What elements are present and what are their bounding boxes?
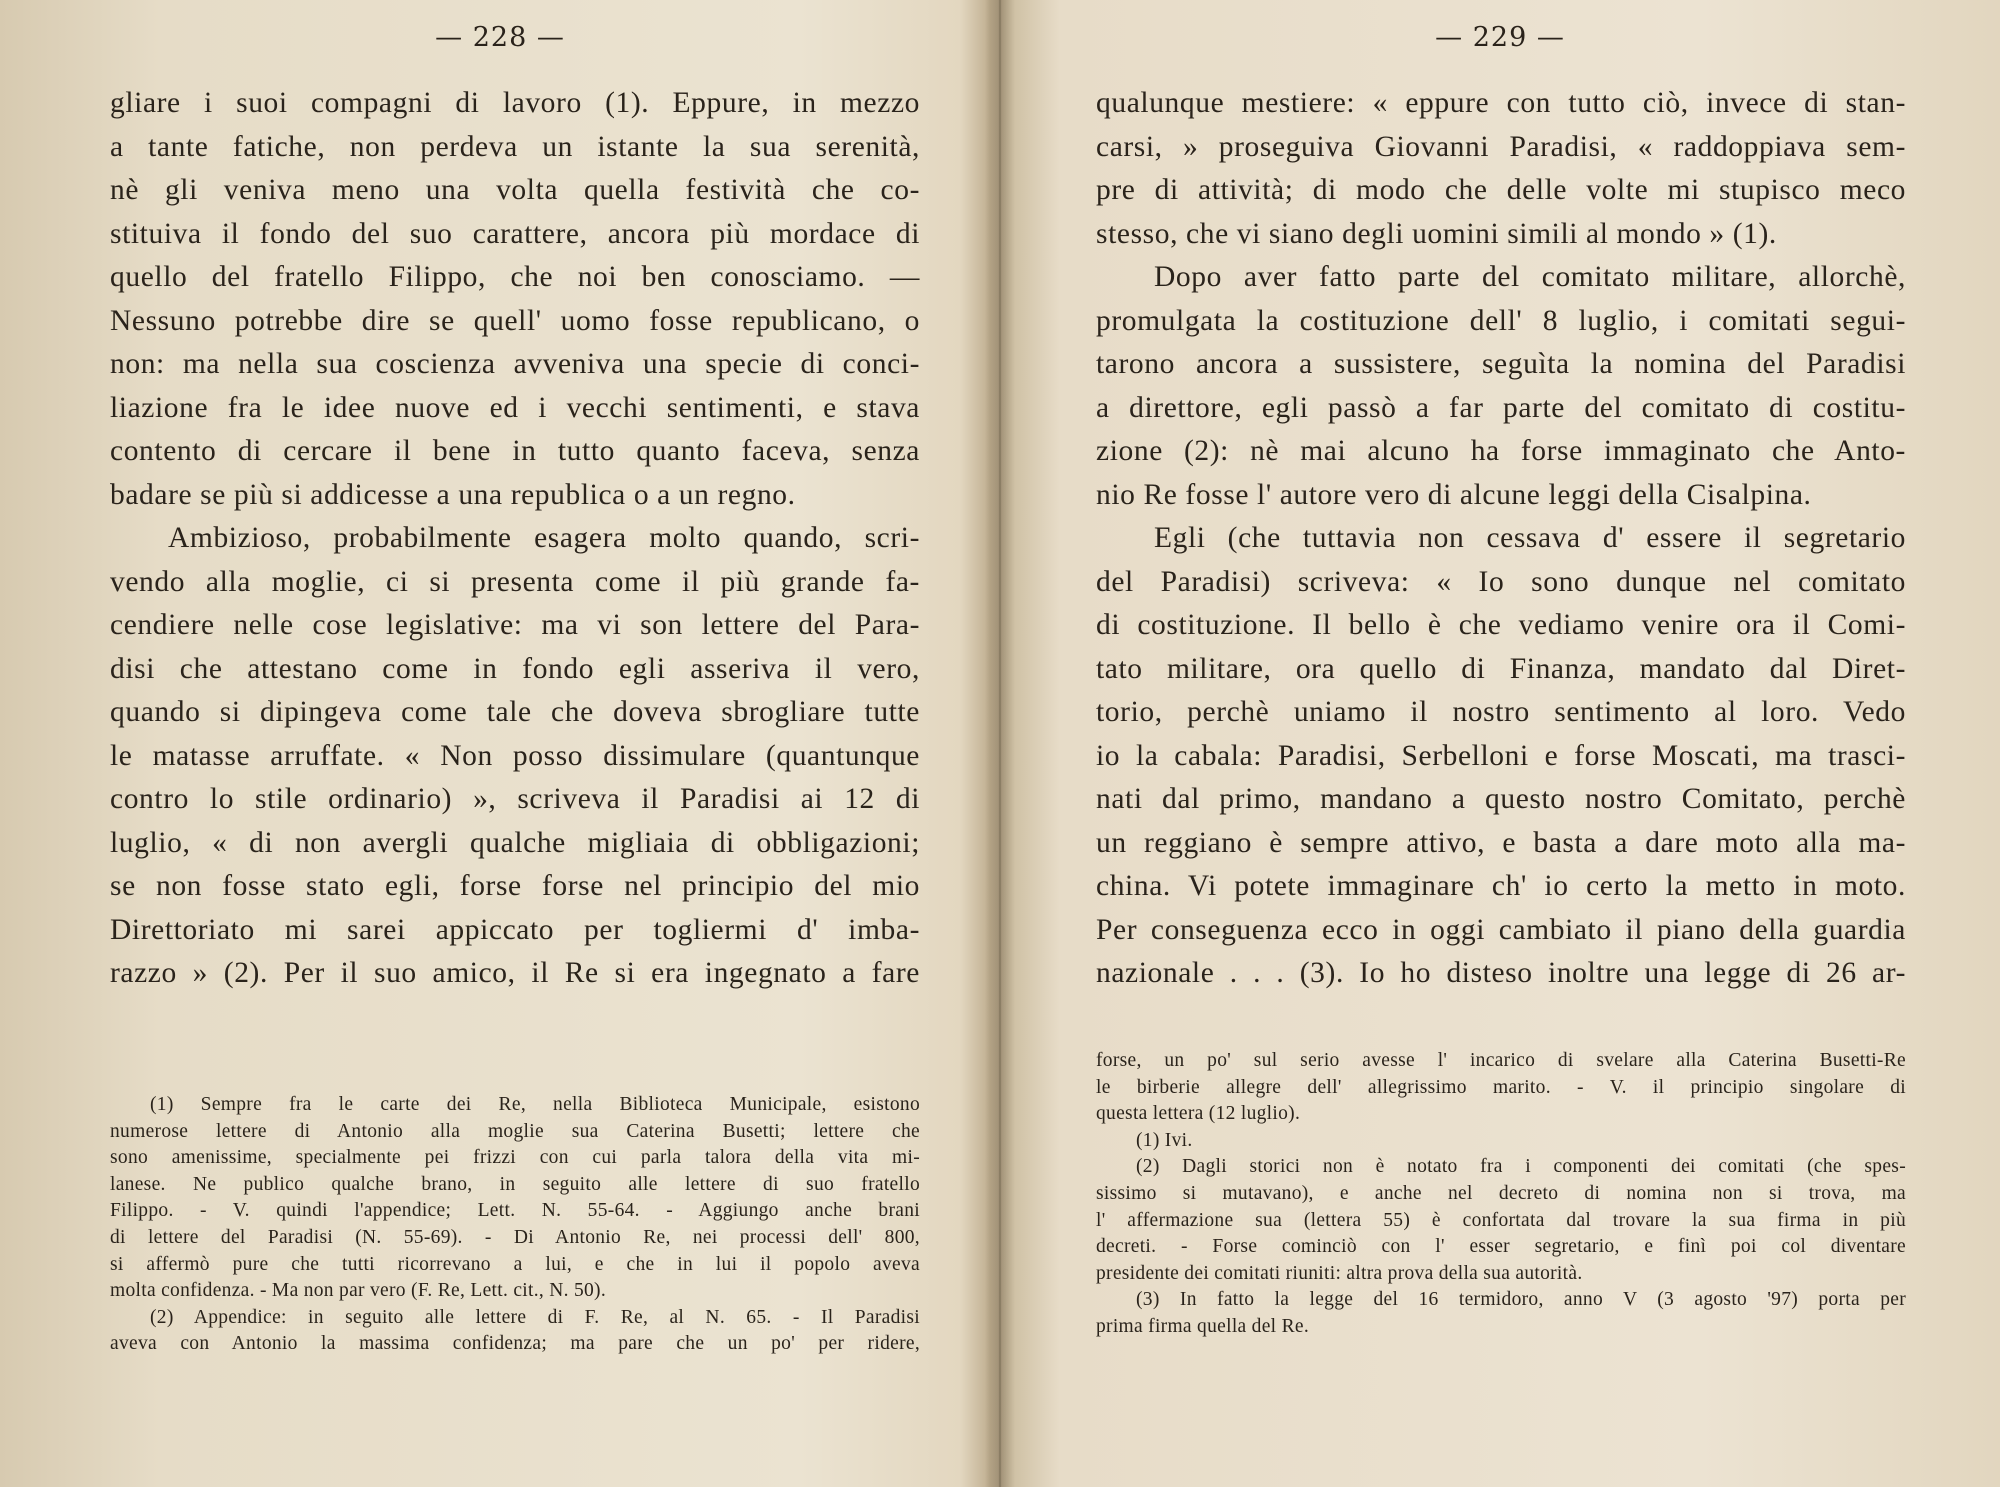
- text-line: io la cabala: Paradisi, Serbelloni e forse Moscati, ma trasci-: [1096, 739, 1906, 772]
- text-line: razzo » (2). Per il suo amico, il Re si era ingegnato a fare: [110, 957, 920, 989]
- text-line: Per conseguenza ecco in oggi cambiato il piano della guardia: [1096, 913, 1906, 946]
- footnote-line: si affermò pure che tutti ricorrevano a lui, e che in lui il popolo aveva: [110, 1253, 920, 1275]
- text-line: luglio, « di non avergli qualche migliaia di obbligazioni;: [110, 826, 920, 859]
- text-line: qualunque mestiere: « eppure con tutto ciò, invece di stan-: [1096, 87, 1906, 119]
- text-line: disi che attestano come in fondo egli asseriva il vero,: [110, 652, 920, 685]
- text-line: non: ma nella sua coscienza avveniva una specie di conci-: [110, 348, 920, 380]
- text-line: contento di cercare il bene in tutto quanto faceva, senza: [110, 435, 920, 467]
- footnote-line: l' affermazione sua (lettera 55) è confortata dal trovare la sua firma in più: [1096, 1209, 1906, 1231]
- text-line: nè gli veniva meno una volta quella festività che co-: [110, 174, 920, 206]
- text-line: del Paradisi) scriveva: « Io sono dunque nel comitato: [1096, 565, 1906, 598]
- footnote-line: decreti. - Forse cominciò con l' esser segretario, e finì poi col diventare: [1096, 1236, 1906, 1258]
- body-text: [110, 82, 920, 996]
- page-number: — 228 —: [435, 22, 565, 53]
- footnote-line: aveva con Antonio la massima confidenza; ma pare che un po' per ridere,: [110, 1333, 920, 1355]
- footnotes: [1096, 1048, 1906, 1341]
- footnote-line: numerose lettere di Antonio alla moglie sua Caterina Busetti; lettere che: [110, 1120, 920, 1142]
- text-line: Egli (che tuttavia non cessava d' essere il segretario: [1154, 522, 1906, 554]
- text-line: china. Vi potete immaginare ch' io certo la metto in moto.: [1096, 870, 1906, 902]
- text-line: tarono ancora a sussistere, seguìta la nomina del Paradisi: [1096, 348, 1906, 380]
- footnote-line: prima firma quella del Re.: [1096, 1315, 1310, 1337]
- text-line: contro lo stile ordinario) », scriveva il Paradisi ai 12 di: [110, 783, 920, 815]
- text-line: liazione fra le idee nuove ed i vecchi sentimenti, e stava: [110, 391, 920, 424]
- text-line: quello del fratello Filippo, che noi ben conosciamo. —: [110, 261, 920, 293]
- text-line: cendiere nelle cose legislative: ma vi son lettere del Para-: [110, 609, 920, 641]
- text-line: gliare i suoi compagni di lavoro (1). Eppure, in mezzo: [110, 87, 920, 119]
- text-line: quando si dipingeva come tale che doveva sbrogliare tutte: [110, 696, 920, 728]
- footnote-line: Filippo. - V. quindi l'appendice; Lett. N. 55-64. - Aggiungo anche brani: [110, 1200, 920, 1222]
- text-line: Dopo aver fatto parte del comitato militare, allorchè,: [1154, 261, 1906, 293]
- text-line: promulgata la costituzione dell' 8 luglio, i comitati segui-: [1096, 304, 1906, 337]
- text-line: a tante fatiche, non perdeva un istante la sua serenità,: [110, 130, 920, 163]
- footnote-line: (1) Ivi.: [1136, 1129, 1193, 1151]
- text-line: Ambizioso, probabilmente esagera molto quando, scri-: [168, 522, 920, 554]
- right-page: [1000, 0, 2000, 1487]
- footnote-line: presidente dei comitati riuniti: altra prova della sua autorità.: [1096, 1262, 1583, 1284]
- text-line: di costituzione. Il bello è che vediamo venire ora il Comi-: [1096, 609, 1906, 641]
- footnote-line: le birberie allegre dell' allegrissimo marito. - V. il principio singolare di: [1096, 1076, 1906, 1098]
- text-line: badare se più si addicesse a una republica o a un regno.: [110, 478, 796, 511]
- text-line: nazionale . . . (3). Io ho disteso inoltre una legge di 26 ar-: [1096, 957, 1906, 989]
- text-line: nati dal primo, mandano a questo nostro Comitato, perchè: [1096, 783, 1906, 815]
- body-text: [1096, 82, 1906, 996]
- text-line: le matasse arruffate. « Non posso dissimulare (quantunque: [110, 739, 920, 772]
- footnote-line: lanese. Ne publico qualche brano, in seguito alle lettere di suo fratello: [110, 1173, 920, 1195]
- text-line: se non fosse stato egli, forse forse nel principio del mio: [110, 870, 920, 902]
- footnote-line: (2) Appendice: in seguito alle lettere di F. Re, al N. 65. - Il Paradisi: [150, 1306, 920, 1328]
- footnote-line: (3) In fatto la legge del 16 termidoro, anno V (3 agosto '97) porta per: [1136, 1289, 1906, 1311]
- text-line: nio Re fosse l' autore vero di alcune leggi della Cisalpina.: [1096, 478, 1812, 511]
- text-line: stesso, che vi siano degli uomini simili al mondo » (1).: [1096, 217, 1777, 250]
- text-line: a direttore, egli passò a far parte del comitato di costitu-: [1096, 391, 1906, 424]
- text-line: Direttoriato mi sarei appiccato per togliermi d' imba-: [110, 913, 920, 946]
- footnotes: [110, 1092, 920, 1358]
- footnote-line: di lettere del Paradisi (N. 55-69). - Di Antonio Re, nei processi dell' 800,: [110, 1226, 920, 1248]
- text-line: torio, perchè uniamo il nostro sentimento al loro. Vedo: [1096, 696, 1906, 728]
- footnote-line: questa lettera (12 luglio).: [1096, 1103, 1301, 1125]
- footnote-line: molta confidenza. - Ma non par vero (F. Re, Lett. cit., N. 50).: [110, 1280, 607, 1302]
- text-line: un reggiano è sempre attivo, e basta a dare moto alla ma-: [1096, 826, 1906, 859]
- page-number: — 229 —: [1435, 22, 1565, 53]
- text-line: zione (2): nè mai alcuno ha forse immaginato che Anto-: [1096, 435, 1906, 467]
- footnote-line: forse, un po' sul serio avesse l' incarico di svelare alla Caterina Busetti-Re: [1096, 1050, 1906, 1071]
- text-line: Nessuno potrebbe dire se quell' uomo fosse republicano, o: [110, 304, 920, 337]
- footnote-line: sissimo si mutavano), e anche nel decreto di nomina non si trova, ma: [1096, 1182, 1906, 1204]
- text-line: carsi, » proseguiva Giovanni Paradisi, « raddoppiava sem-: [1096, 130, 1906, 163]
- text-line: stituiva il fondo del suo carattere, ancora più mordace di: [110, 217, 920, 250]
- footnote-line: (1) Sempre fra le carte dei Re, nella Biblioteca Municipale, esistono: [150, 1094, 920, 1115]
- text-line: pre di attività; di modo che delle volte mi stupisco meco: [1096, 174, 1906, 206]
- footnote-line: (2) Dagli storici non è notato fra i componenti dei comitati (che spes-: [1136, 1156, 1906, 1178]
- text-line: vendo alla moglie, ci si presenta come il più grande fa-: [110, 565, 920, 598]
- text-line: tato militare, ora quello di Finanza, mandato dal Diret-: [1096, 652, 1906, 685]
- footnote-line: sono amenissime, specialmente pei frizzi con cui parla talora della vita mi-: [110, 1147, 920, 1169]
